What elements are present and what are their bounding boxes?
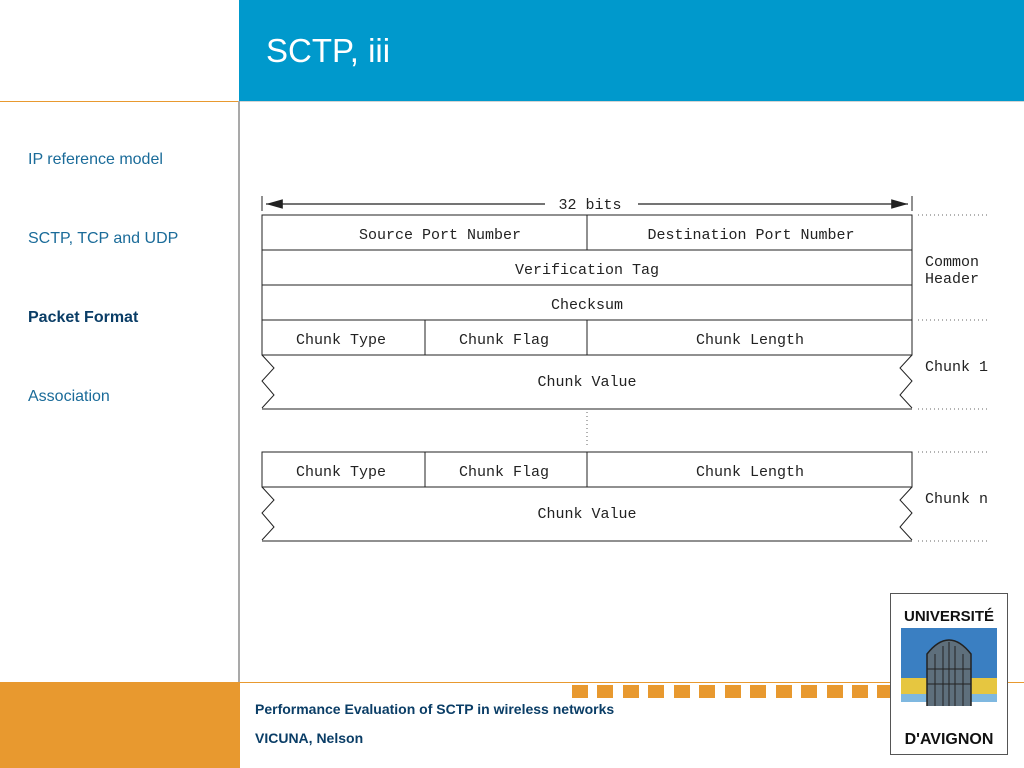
chunk1-length-field: Chunk Length xyxy=(695,332,805,349)
chunkn-label: Chunk n xyxy=(925,491,989,508)
decor-square xyxy=(648,685,664,698)
sidebar-item-sctp-tcp-udp[interactable]: SCTP, TCP and UDP xyxy=(28,230,179,247)
svg-text:UNIVERSITÉ: UNIVERSITÉ xyxy=(903,608,995,625)
decor-square xyxy=(572,685,588,698)
decor-square xyxy=(597,685,613,698)
common-header-label-line1: Common xyxy=(925,254,980,271)
svg-text:D'AVIGNON: D'AVIGNON xyxy=(904,731,994,748)
chunk1-type-field: Chunk Type xyxy=(295,332,387,349)
decor-square xyxy=(852,685,868,698)
decor-square xyxy=(801,685,817,698)
decor-square xyxy=(750,685,766,698)
chunkn-type-field: Chunk Type xyxy=(295,464,387,481)
destination-port-field: Destination Port Number xyxy=(647,227,855,244)
source-port-field: Source Port Number xyxy=(358,227,522,244)
footer-presentation-title: Performance Evaluation of SCTP in wireless networks xyxy=(255,701,615,717)
university-logo xyxy=(890,593,1008,755)
bit-width-label: 32 bits xyxy=(558,197,622,214)
sidebar-item-association[interactable]: Association xyxy=(28,388,110,405)
chunk1-value-field: Chunk Value xyxy=(537,374,637,391)
chunk1-label: Chunk 1 xyxy=(925,359,989,376)
chunkn-flag-field: Chunk Flag xyxy=(458,464,550,481)
decor-square xyxy=(776,685,792,698)
decor-square xyxy=(725,685,741,698)
checksum-field: Checksum xyxy=(550,297,624,314)
sidebar-item-ip-reference-model[interactable]: IP reference model xyxy=(28,151,163,168)
chunk1-flag-field: Chunk Flag xyxy=(458,332,550,349)
footer-orange-block xyxy=(0,682,240,768)
sidebar-item-packet-format[interactable]: Packet Format xyxy=(28,309,139,326)
common-header-label-line2: Header xyxy=(925,271,980,288)
university-logo-graphic xyxy=(891,594,1007,754)
decor-square xyxy=(674,685,690,698)
slide-title: SCTP, iii xyxy=(266,32,391,69)
bit-width-ruler xyxy=(262,196,912,214)
chunkn-length-field: Chunk Length xyxy=(695,464,805,481)
decor-square xyxy=(623,685,639,698)
decor-square xyxy=(827,685,843,698)
footer-author: VICUNA, Nelson xyxy=(255,730,364,746)
verification-tag-field: Verification Tag xyxy=(514,262,660,279)
chunkn-value-field: Chunk Value xyxy=(537,506,637,523)
decor-square xyxy=(699,685,715,698)
